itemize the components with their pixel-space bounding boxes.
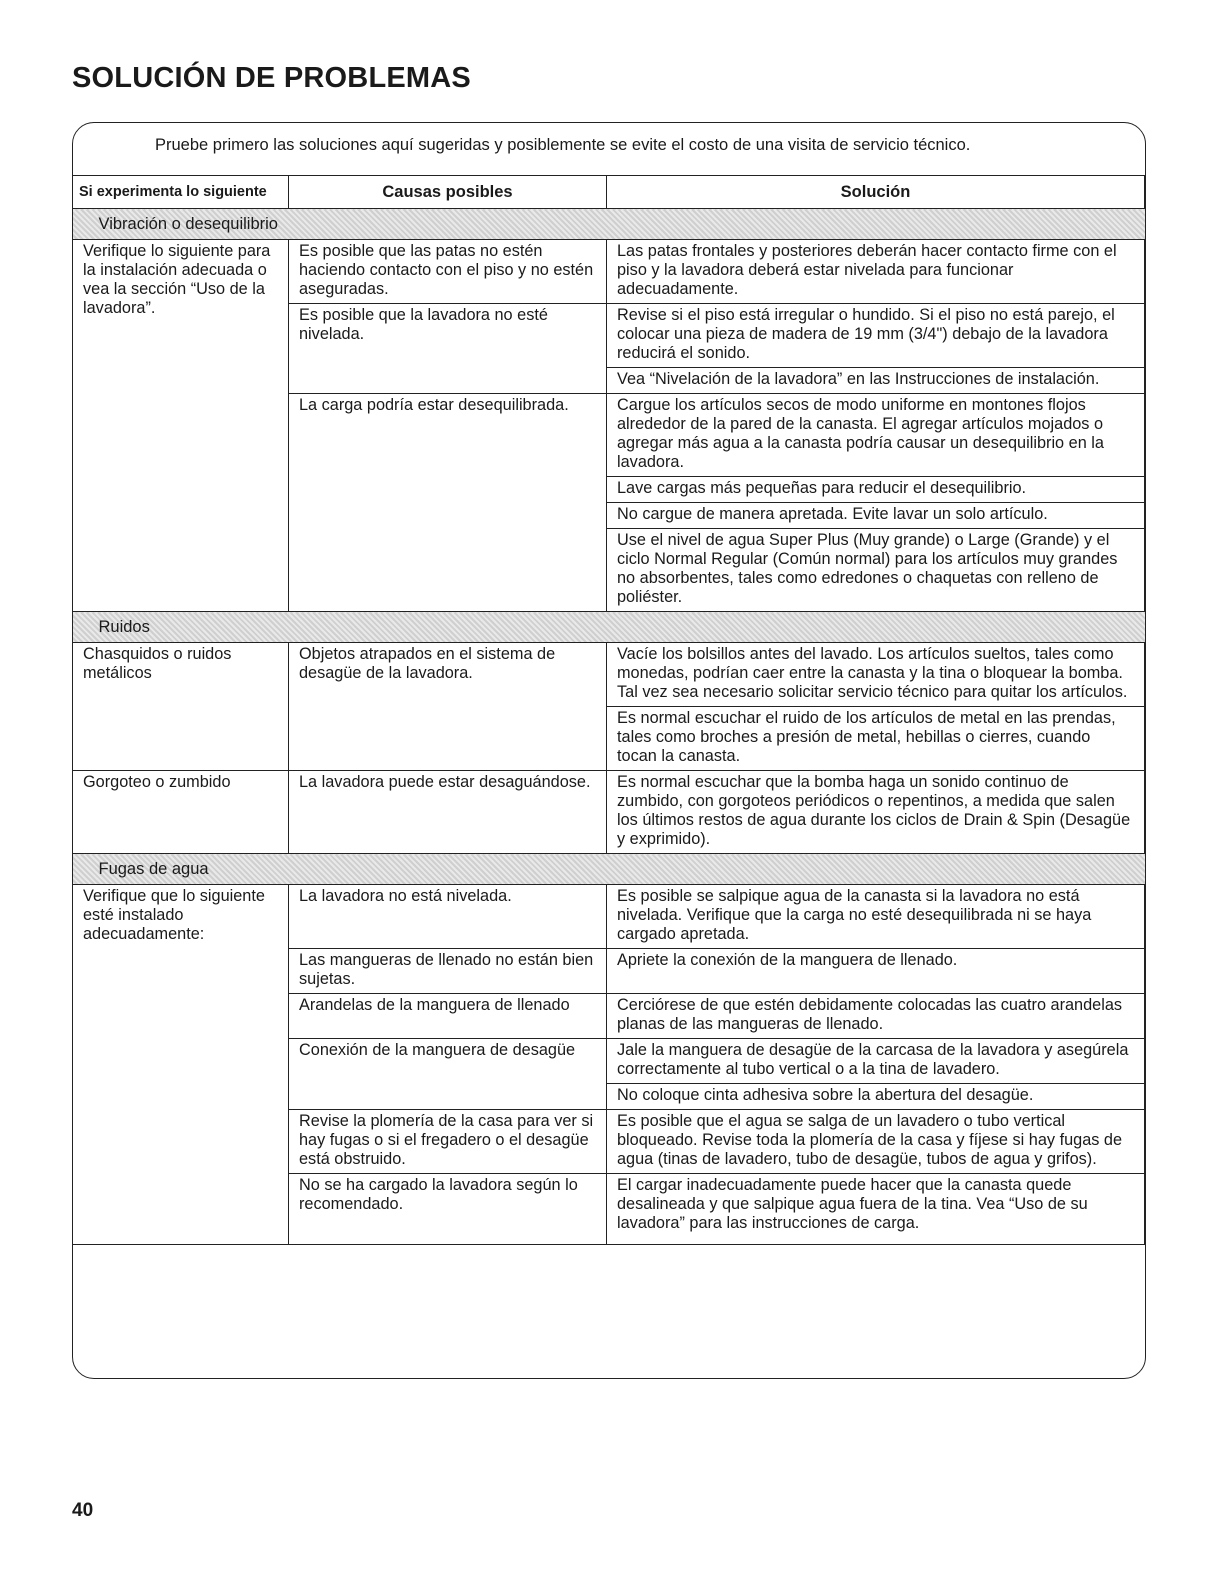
solution-cell: Lave cargas más pequeñas para reducir el desequilibrio.: [607, 477, 1145, 503]
solution-cell: Vacíe los bolsillos antes del lavado. Los artículos sueltos, tales como monedas, podrían caer entre la canasta y la tina o bloquear la bomba. Tal vez sea necesario solicitar servicio técnico para quitar los artículos.: [607, 643, 1145, 707]
solution-cell: Es normal escuchar el ruido de los artículos de metal en las prendas, tales como broches a presión de metal, hebillas o cierres, cuando tocan la canasta.: [607, 707, 1145, 771]
cause-cell: Las mangueras de llenado no están bien sujetas.: [289, 949, 607, 994]
intro-text: Pruebe primero las soluciones aquí sugeridas y posiblemente se evite el costo de una visita de servicio técnico.: [155, 136, 971, 154]
cause-cell: Es posible que la lavadora no esté nivelada.: [289, 304, 607, 394]
solution-cell: Es posible se salpique agua de la canasta si la lavadora no está nivelada. Verifique que la carga no esté desequilibrada ni se haya cargado apretada.: [607, 885, 1145, 949]
cause-cell: Objetos atrapados en el sistema de desagüe de la lavadora.: [289, 643, 607, 771]
table-row: [73, 885, 1145, 949]
solution-cell: No cargue de manera apretada. Evite lavar un solo artículo.: [607, 503, 1145, 529]
section-row: [73, 209, 1145, 240]
cause-cell: Arandelas de la manguera de llenado: [289, 994, 607, 1039]
table-header-row: [73, 176, 1145, 209]
page-number: 40: [72, 1500, 94, 1521]
symptom-cell: Chasquidos o ruidos metálicos: [73, 643, 289, 771]
solution-cell: El cargar inadecuadamente puede hacer que la canasta quede desalineada y que salpique agua fuera de la tina. Vea “Uso de su lavadora” para las instrucciones de carga.: [607, 1174, 1145, 1245]
section-noises: Ruidos: [73, 612, 1145, 643]
symptom-cell: Gorgoteo o zumbido: [73, 771, 289, 854]
cause-cell: Es posible que las patas no estén haciendo contacto con el piso y no estén aseguradas.: [289, 240, 607, 304]
solution-cell: Cerciórese de que estén debidamente colocadas las cuatro arandelas planas de las mangueras de llenado.: [607, 994, 1145, 1039]
table-row: [73, 240, 1145, 304]
table-row: [73, 643, 1145, 707]
cause-cell: La lavadora puede estar desaguándose.: [289, 771, 607, 854]
cause-cell: La lavadora no está nivelada.: [289, 885, 607, 949]
solution-cell: Use el nivel de agua Super Plus (Muy grande) o Large (Grande) y el ciclo Normal Regular (Común normal) para los artículos muy grandes no absorbentes, tales como edredones o chaquetas con relleno de poliéster.: [607, 529, 1145, 612]
table-row: [73, 771, 1145, 854]
cause-cell: Revise la plomería de la casa para ver si hay fugas o si el fregadero o el desagüe está obstruido.: [289, 1110, 607, 1174]
solution-cell: Cargue los artículos secos de modo uniforme en montones flojos alrededor de la pared de la canasta. El agregar artículos mojados o agregar más agua a la canasta podría causar un desequilibrio en la lavadora.: [607, 394, 1145, 477]
section-row: [73, 612, 1145, 643]
solution-cell: Es normal escuchar que la bomba haga un sonido continuo de zumbido, con gorgoteos periódicos o repentinos, a medida que salen los últimos restos de agua durante los ciclos de Drain & Spin (Desagüe y exprimido).: [607, 771, 1145, 854]
page-title: SOLUCIÓN DE PROBLEMAS: [72, 62, 471, 94]
cause-cell: No se ha cargado la lavadora según lo recomendado.: [289, 1174, 607, 1245]
solution-cell: Revise si el piso está irregular o hundido. Si el piso no está parejo, el colocar una pieza de madera de 19 mm (3/4") debajo de la lavadora reducirá el sonido.: [607, 304, 1145, 368]
section-leaks: Fugas de agua: [73, 854, 1145, 885]
cause-cell: La carga podría estar desequilibrada.: [289, 394, 607, 612]
section-row: [73, 854, 1145, 885]
solution-cell: No coloque cinta adhesiva sobre la abertura del desagüe.: [607, 1084, 1145, 1110]
troubleshooting-table: [72, 175, 1145, 1245]
solution-cell: Las patas frontales y posteriores deberán hacer contacto firme con el piso y la lavadora deberá estar nivelada para funcionar adecuadamente.: [607, 240, 1145, 304]
cause-cell: Conexión de la manguera de desagüe: [289, 1039, 607, 1110]
header-symptom: Si experimenta lo siguiente: [73, 176, 289, 209]
solution-cell: Es posible que el agua se salga de un lavadero o tubo vertical bloqueado. Revise toda la plomería de la casa y fíjese si hay fugas de agua (tinas de lavadero, tubo de desagüe, tubos de agua y grifos).: [607, 1110, 1145, 1174]
solution-cell: Jale la manguera de desagüe de la carcasa de la lavadora y asegúrela correctamente al tubo vertical o a la tina de lavadero.: [607, 1039, 1145, 1084]
symptom-cell: Verifique que lo siguiente esté instalado adecuadamente:: [73, 885, 289, 1245]
header-causes: Causas posibles: [289, 176, 607, 209]
solution-cell: Apriete la conexión de la manguera de llenado.: [607, 949, 1145, 994]
symptom-cell: Verifique lo siguiente para la instalación adecuada o vea la sección “Uso de la lavadora”.: [73, 240, 289, 612]
solution-cell: Vea “Nivelación de la lavadora” en las Instrucciones de instalación.: [607, 368, 1145, 394]
header-solution: Solución: [607, 176, 1145, 209]
section-vibration: Vibración o desequilibrio: [73, 209, 1145, 240]
